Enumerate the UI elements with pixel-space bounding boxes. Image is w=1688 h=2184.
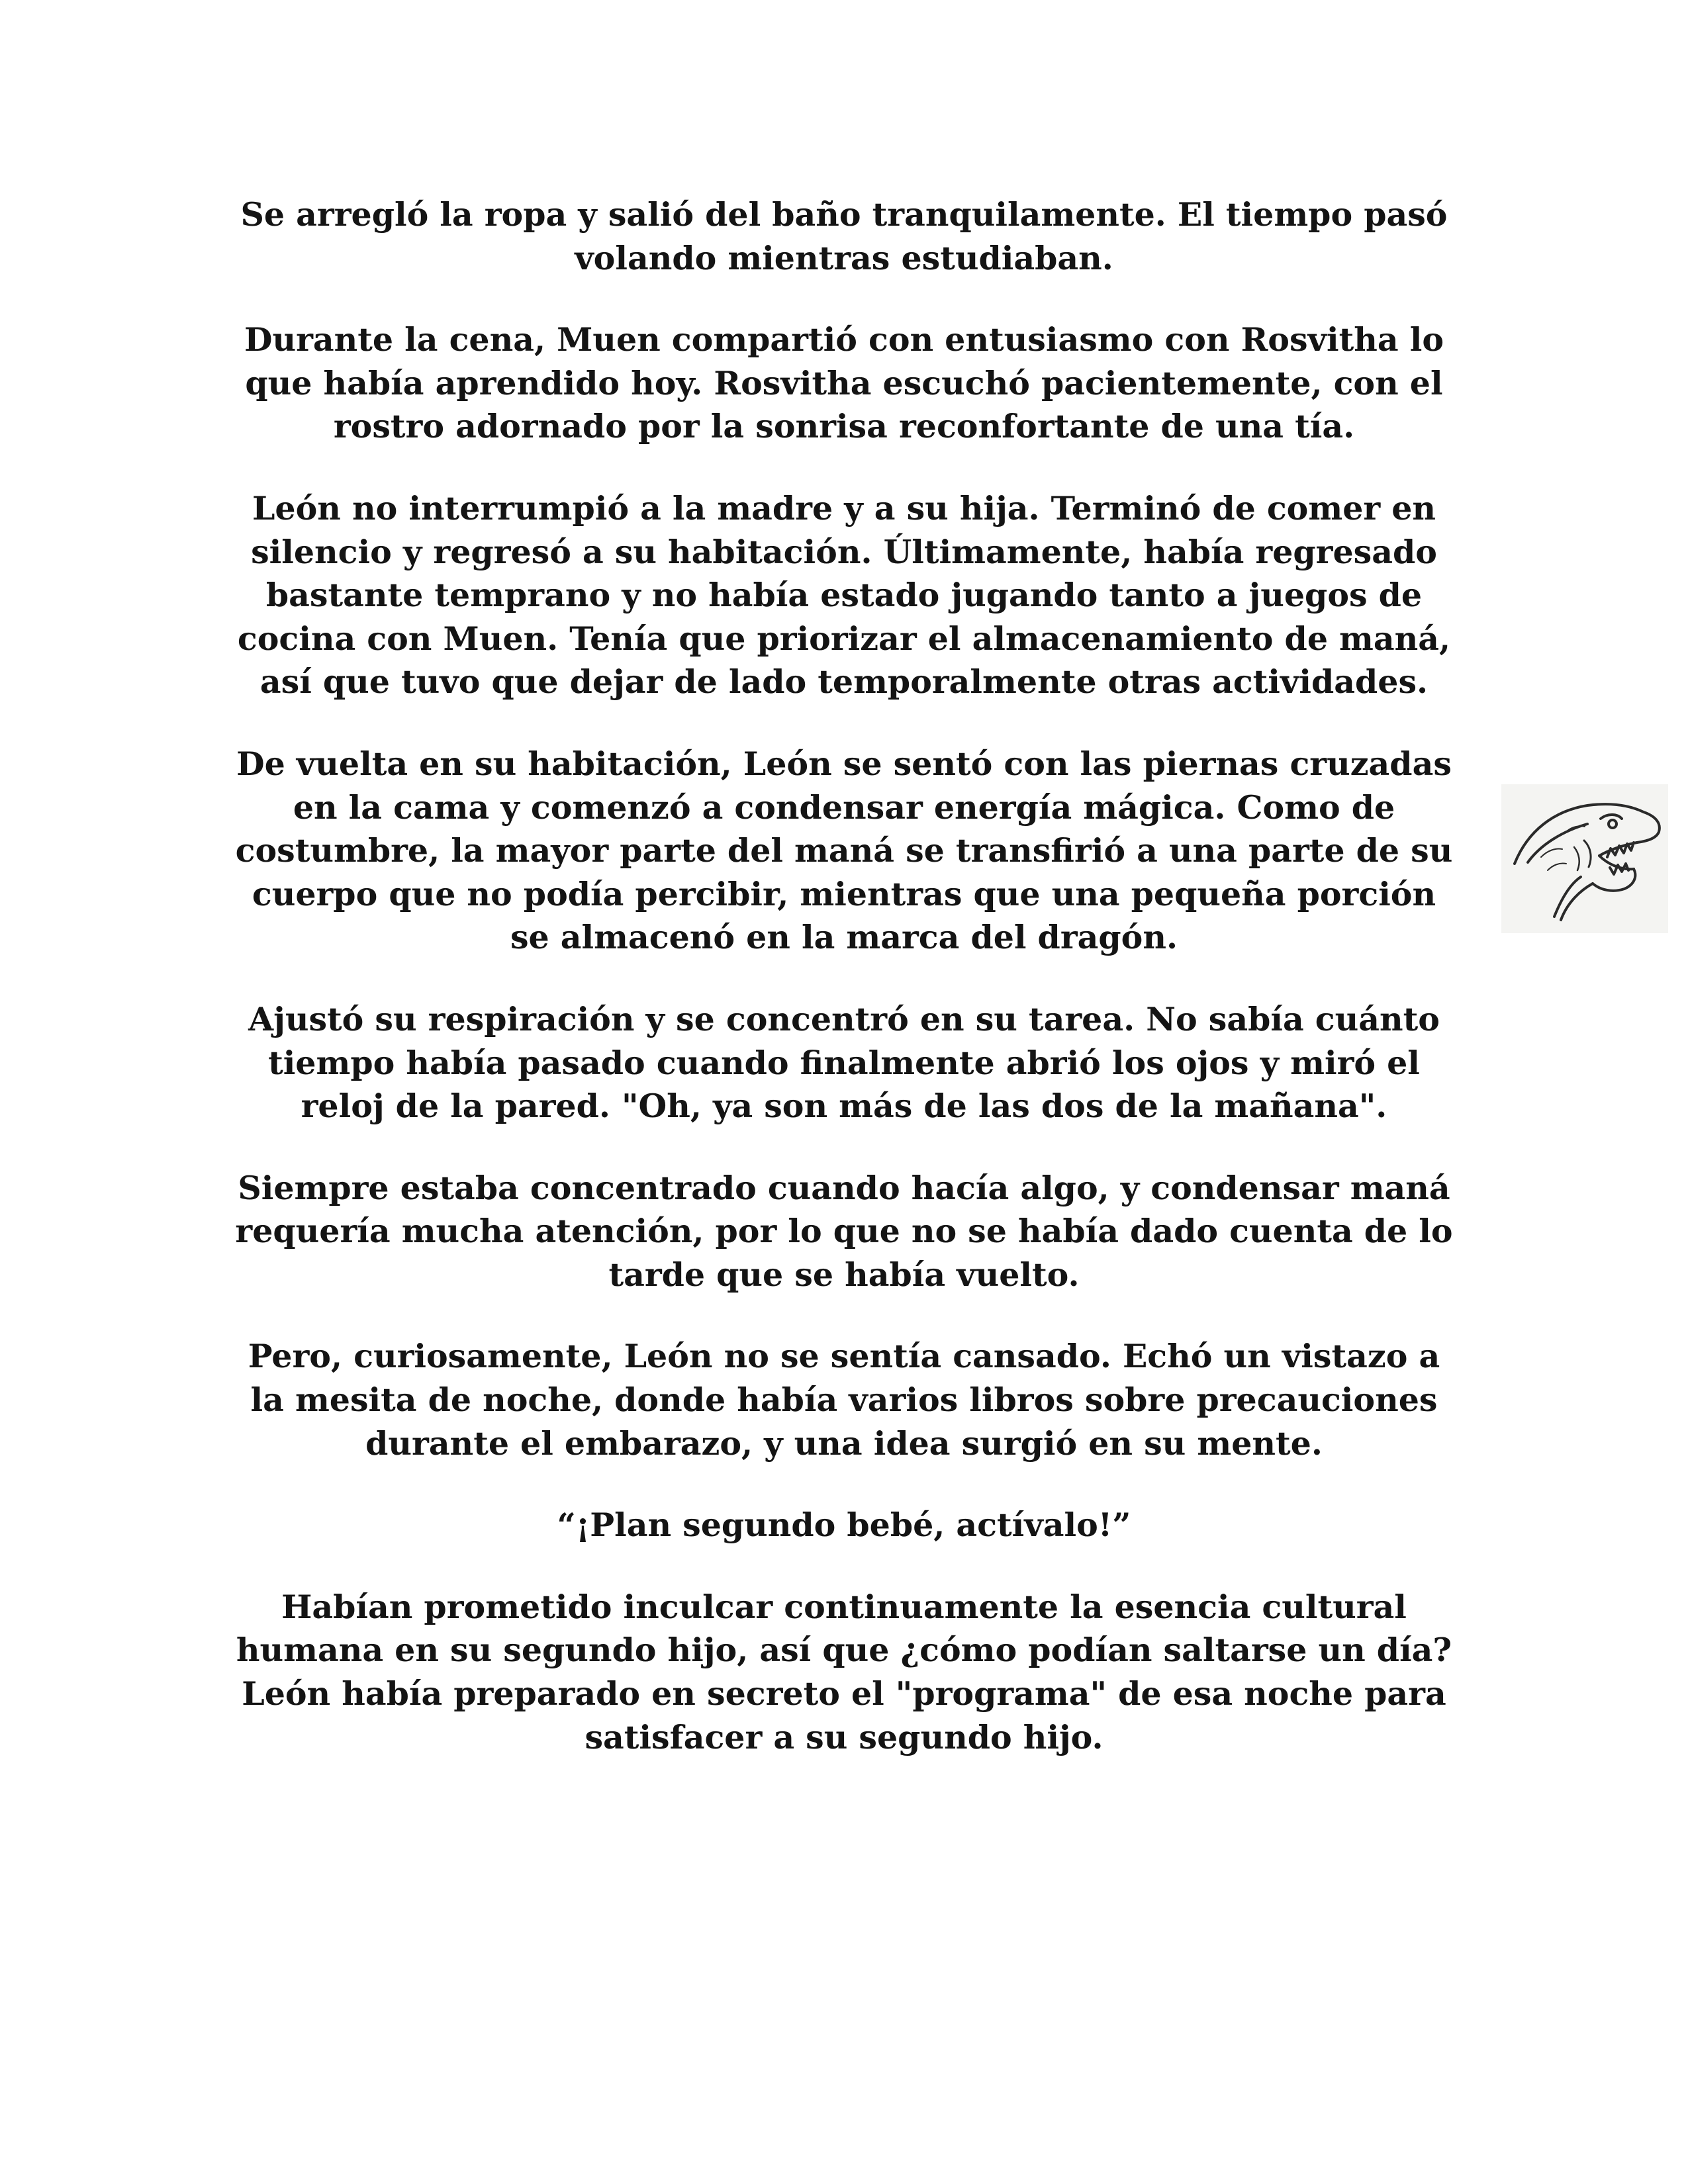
dinosaur-head-sketch-icon bbox=[1501, 784, 1668, 933]
body-text bbox=[228, 193, 1460, 1759]
paragraph: Durante la cena, Muen compartió con entusiasmo con Rosvitha lo que había aprendido hoy. Rosvitha escuchó pacientemente, con el rostro adornado por la sonrisa reconfortante de una tía. bbox=[244, 320, 1444, 446]
paragraph: Pero, curiosamente, León no se sentía cansado. Echó un vistazo a la mesita de noche, donde había varios libros sobre precauciones durante el embarazo, y una idea surgió en su mente. bbox=[248, 1337, 1440, 1463]
quote-paragraph: “¡Plan segundo bebé, actívalo!” bbox=[557, 1506, 1131, 1545]
paragraph: Siempre estaba concentrado cuando hacía algo, y condensar maná requería mucha atención, por lo que no se había dado cuenta de lo tarde que se había vuelto. bbox=[235, 1168, 1453, 1294]
paragraph: Ajustó su respiración y se concentró en su tarea. No sabía cuánto tiempo había pasado cuando finalmente abrió los ojos y miró el reloj de la pared. "Oh, ya son más de las dos de la mañana". bbox=[248, 999, 1440, 1126]
paragraph: León no interrumpió a la madre y a su hija. Terminó de comer en silencio y regresó a su habitación. Últimamente, había regresado bastante temprano y no había estado jugando tanto a juegos de cocina con Muen. Tenía que priorizar el almacenamiento de maná, así que tuvo que dejar de lado temporalmente otras actividades. bbox=[237, 488, 1451, 702]
paragraph: Habían prometido inculcar continuamente la esencia cultural humana en su segundo hijo, así que ¿cómo podían saltarse un día? León había preparado en secreto el "programa" de esa noche para satisfacer a su segundo hijo. bbox=[236, 1587, 1452, 1756]
paragraph: Se arregló la ropa y salió del baño tranquilamente. El tiempo pasó volando mientras estudiaban. bbox=[240, 195, 1448, 277]
paragraph: De vuelta en su habitación, León se sentó con las piernas cruzadas en la cama y comenzó a condensar energía mágica. Como de costumbre, la mayor parte del maná se transfirió a una parte de su cuerpo que no podía percibir, mientras que una pequeña porción se almacenó en la marca del dragón. bbox=[235, 744, 1453, 957]
